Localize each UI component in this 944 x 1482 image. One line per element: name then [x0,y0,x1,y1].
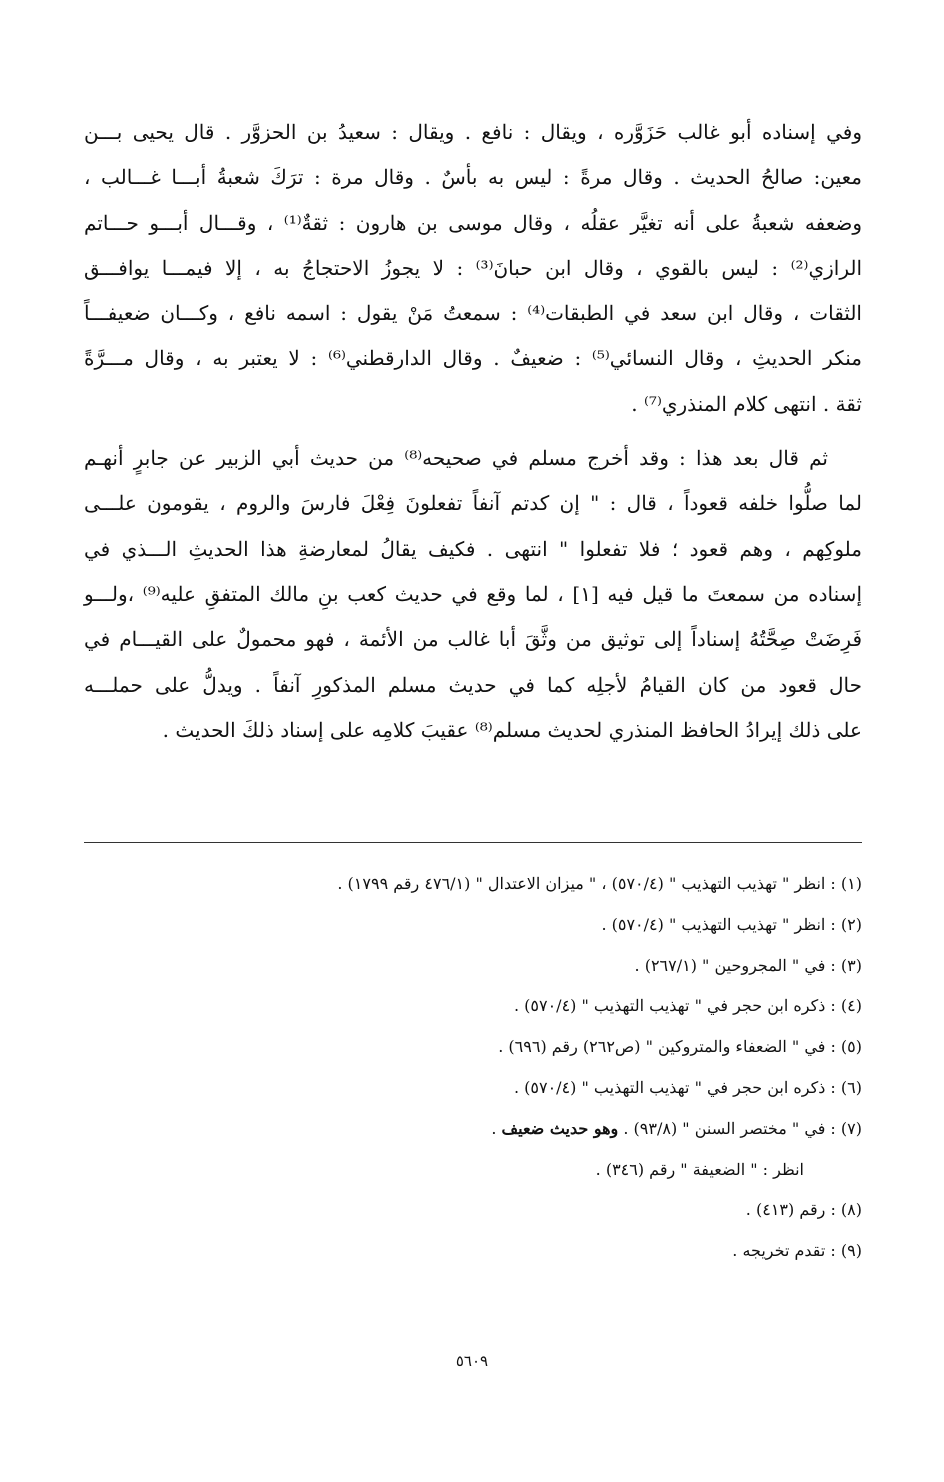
footnote-7-end: . [491,1118,502,1138]
text-line: ملوكِهم ، وهم قعود ؛ فلا تفعلوا " انتهى . فكيف يقالُ لمعارضةِ هذا الحديثِ الـــذي في [84,536,862,561]
text-line: إسناده من سمعتَ ما قيل فيه [١] ، لما وقع في حديث كعب بنِ مالك المتفقِ عليه⁽⁹⁾ ،ولـــو [84,581,862,606]
text-line: ثقة . انتهى كلام المنذري⁽⁷⁾ . [631,391,862,416]
footnote-7-grade: وهو حديث ضعيف [501,1118,619,1138]
footnote-2: (٢) : انظر " تهذيب التهذيب " (٥٧٠/٤) . [601,914,862,934]
text-line: حال قعود من كان القيامُ لأجلِه كما في حديث مسلم المذكورِ آنفاً . ويدلُّ على حملـــه [84,672,862,697]
paragraph-gap [84,427,862,436]
text-line: وفي إسناده أبو غالب حَزَوَّره ، ويقال : نافع . ويقال : سعيدُ بن الحزوَّر . قال يحيى بـــن [84,120,862,144]
text-line: على ذلك إيرادُ الحافظ المنذري لحديث مسلم⁽⁸⁾ عقيبَ كلامِه على إسناد ذلكَ الحديث . [162,717,862,742]
text-line: منكر الحديثِ ، وقال النسائي⁽⁵⁾ : ضعيفٌ . وقال الدارقطني⁽⁶⁾ : لا يعتبر به ، وقال مـــرَّةً [84,346,862,371]
text-line: الثقات ، وقال ابن سعد في الطبقات⁽⁴⁾ : سمعتُ مَنْ يقول : اسمه نافع ، وكـــان ضعيفـــاً [84,301,862,326]
footnote-6: (٦) : ذكره ابن حجر في " تهذيب التهذيب " (٥٧٠/٤) . [513,1077,862,1097]
page-number: ٥٦٠٩ [455,1352,489,1370]
text-line: لما صلُّوا خلفه قعوداً ، قال : " إن كدتم آنفاً تفعلونَ فِعْلَ فارسَ والروم ، يقومون علـــى [84,491,862,516]
footnote-7-reference: انظر : " الضعيفة " رقم (٣٤٦) . [595,1159,804,1179]
footnote-3: (٣) : في " المجروحين " (٢٦٧/١) . [634,955,862,975]
footnote-4: (٤) : ذكره ابن حجر في " تهذيب التهذيب " (٥٧٠/٤) . [513,996,862,1016]
text-line: معين: صالحُ الحديث . وقال مرةً : ليس به بأسٌ . وقال مرة : ترَكَ شعبةُ أبـــا غـــالب ، [84,165,862,190]
text-line: الرازي⁽²⁾ : ليس بالقوي ، وقال ابن حبانَ⁽³⁾ : لا يجوزُ الاحتجاجُ به ، إلا فيمـــا يوافـــق [84,255,863,280]
footnote-7 [84,1109,862,1150]
text-line: فَرِضَتْ صِحَّتُهُ إسناداً إلى توثيق من وثَّقَ أبا غالب من الأئمة ، فهو محمولٌ على القيـــام في [84,627,862,652]
footnote-divider [84,842,862,843]
footnotes [84,864,862,1272]
main-text [84,110,862,753]
footnote-9: (٩) : تقدم تخريجه . [732,1241,862,1261]
text-line: ثم قال بعد هذا : وقد أخرج مسلم في صحيحه⁽⁸⁾ من حديث أبي الزبير عن جابرٍ أنهـم [84,446,828,471]
footnote-7-text: (٧) : في " مختصر السنن " (٩٣/٨) . [618,1118,862,1138]
footnote-1: (١) : انظر " تهذيب التهذيب " (٥٧٠/٤) ، " ميزان الاعتدال " (٤٧٦/١ رقم ١٧٩٩) . [337,874,862,893]
text-line: وضعفه شعبةُ على أنه تغيَّر عقلُه ، وقال موسى بن هارون : ثقةٌ⁽¹⁾ ، وقـــال أبـــو حـــاتم [84,210,862,235]
footnote-5: (٥) : في " الضعفاء والمتروكين " (ص٢٦٢) رقم (٦٩٦) . [498,1037,862,1057]
footnote-8: (٨) : رقم (٤١٣) . [745,1200,862,1220]
